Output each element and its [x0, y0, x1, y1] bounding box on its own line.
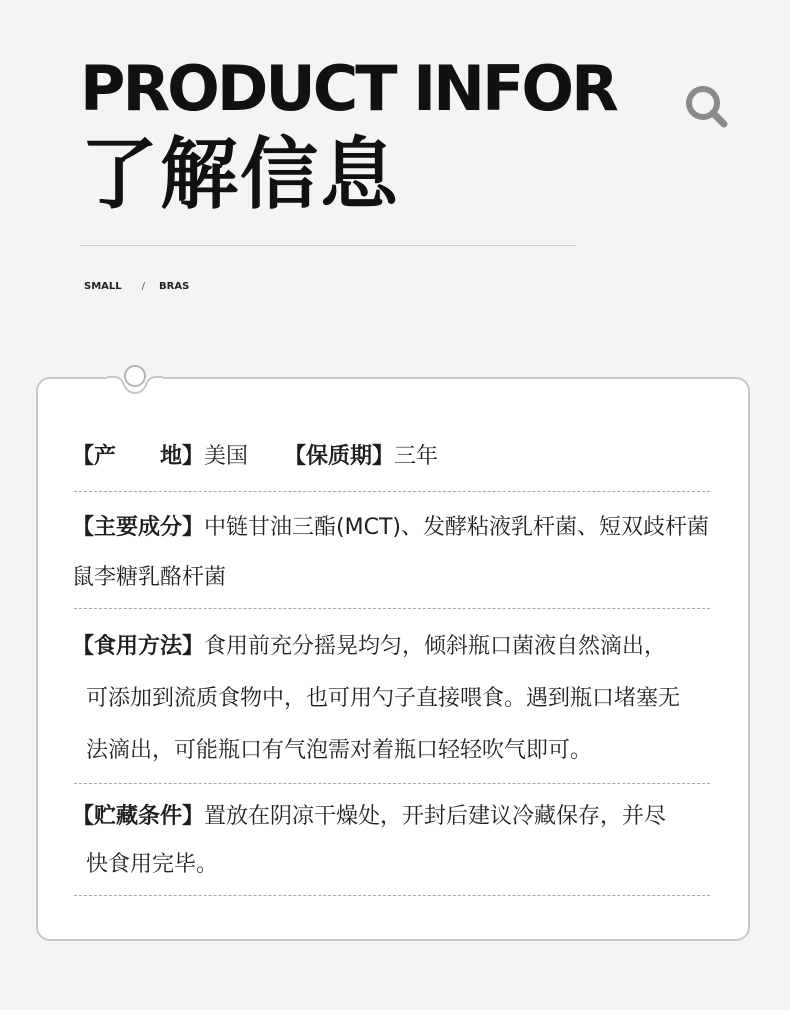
page-title-cn: 了解信息 — [80, 130, 401, 220]
breadcrumb-item-small: SMALL — [84, 281, 122, 292]
usage-row-cont — [86, 688, 680, 710]
storage-label: 【贮藏条件】 — [72, 804, 205, 829]
shelf-life-value: 三年 — [394, 444, 439, 469]
search-icon[interactable] — [684, 84, 730, 130]
ingredients-text-line1: 中链甘油三酯(MCT)、发酵粘液乳杆菌、短双歧杆菌 — [204, 515, 709, 540]
storage-row-cont — [86, 854, 218, 876]
usage-row-cont — [86, 740, 592, 762]
breadcrumb — [84, 281, 189, 292]
storage-text-line2: 快食用完毕。 — [86, 852, 219, 877]
dashed-divider — [74, 608, 710, 609]
usage-text-line3: 法滴出，可能瓶口有气泡需对着瓶口轻轻吹气即可。 — [86, 738, 593, 763]
usage-row — [72, 636, 666, 658]
hanger-ring-icon — [107, 361, 163, 395]
usage-text-line2: 可添加到流质食物中，也可用勺子直接喂食。遇到瓶口堵塞无 — [86, 686, 681, 711]
page-title-en: PRODUCT INFOR — [80, 52, 616, 125]
ingredients-text-line2: 鼠李糖乳酪杆菌 — [72, 565, 227, 590]
shelf-life-label: 【保质期】 — [284, 444, 395, 469]
origin-label: 【产 地】 — [72, 444, 205, 469]
ingredients-row — [72, 517, 709, 539]
ingredients-label: 【主要成分】 — [72, 515, 205, 540]
dashed-divider — [74, 783, 710, 784]
usage-text-line1: 食用前充分摇晃均匀，倾斜瓶口菌液自然滴出， — [204, 634, 667, 659]
storage-text-line1: 置放在阴凉干燥处，开封后建议冷藏保存，并尽 — [204, 804, 667, 829]
usage-label: 【食用方法】 — [72, 634, 205, 659]
ingredients-row-cont — [72, 567, 226, 589]
dashed-divider — [74, 491, 710, 492]
breadcrumb-separator: / — [141, 281, 146, 292]
dashed-divider — [74, 895, 710, 896]
breadcrumb-item-bras: BRAS — [159, 281, 190, 292]
title-divider — [80, 245, 576, 246]
origin-shelf-row — [72, 446, 438, 468]
origin-value: 美国 — [204, 444, 249, 469]
storage-row — [72, 806, 666, 828]
